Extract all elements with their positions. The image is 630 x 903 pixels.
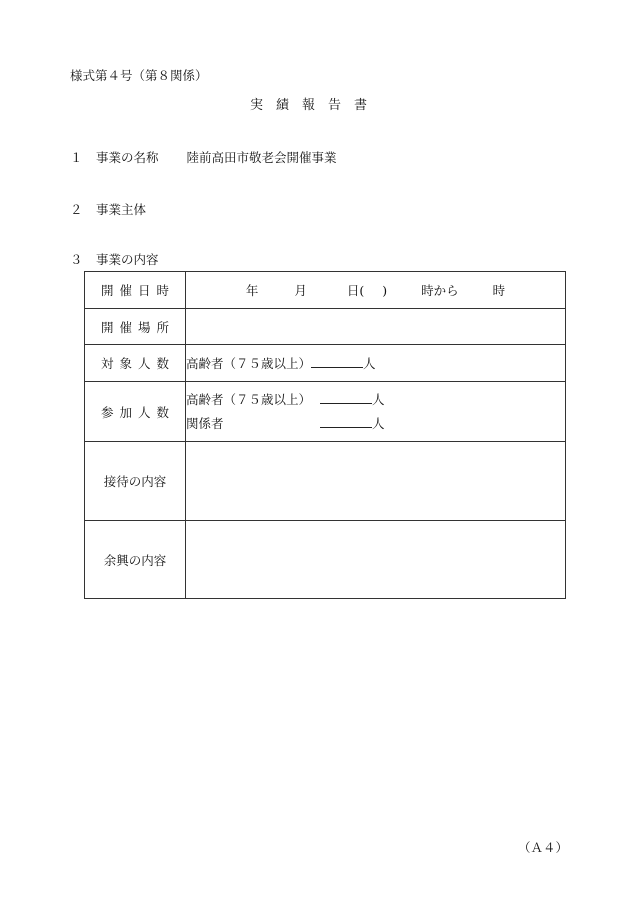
unit-label: 人 xyxy=(363,356,376,371)
row-hospitality xyxy=(85,442,566,521)
count-blank[interactable] xyxy=(320,416,372,428)
project-name-value: 陸前高田市敬老会開催事業 xyxy=(186,150,337,165)
weekday-close: ) xyxy=(382,283,388,298)
section-project-content xyxy=(70,250,159,268)
count-blank[interactable] xyxy=(320,392,372,404)
form-number: 様式第４号（第８関係） xyxy=(70,68,208,83)
row-datetime xyxy=(85,272,566,309)
section-label: 事業主体 xyxy=(96,202,147,217)
paper-size-label: （Ａ４） xyxy=(517,840,568,855)
year-label: 年 xyxy=(245,283,259,298)
row-entertainment xyxy=(85,521,566,599)
section-label: 事業の内容 xyxy=(96,252,159,267)
section-number: ２ xyxy=(70,202,83,217)
participant-group-label: 関係者 xyxy=(186,415,224,431)
participant-group-label: 高齢者（７５歳以上） xyxy=(186,391,312,407)
row-venue xyxy=(85,309,566,345)
target-group-label: 高齢者（７５歳以上） xyxy=(186,356,312,371)
day-label: 日( xyxy=(346,283,365,298)
section-project-entity xyxy=(70,200,146,218)
row-label: 開催場所 xyxy=(85,309,186,345)
section-label: 事業の名称 xyxy=(96,150,159,165)
row-label: 余興の内容 xyxy=(85,521,186,599)
target-count-field[interactable] xyxy=(186,345,566,382)
row-label: 開催日時 xyxy=(85,272,186,309)
month-label: 月 xyxy=(294,283,307,298)
document-title: 実績報告書 xyxy=(249,98,380,113)
hospitality-field[interactable] xyxy=(186,442,566,521)
datetime-field[interactable] xyxy=(186,272,566,309)
section-project-name xyxy=(70,148,337,166)
row-target-count xyxy=(85,345,566,382)
venue-field[interactable] xyxy=(186,309,566,345)
row-label: 接待の内容 xyxy=(85,442,186,521)
section-number: １ xyxy=(70,150,83,165)
report-table xyxy=(84,271,566,599)
unit-label: 人 xyxy=(372,415,385,431)
section-number: ３ xyxy=(70,252,83,267)
row-participants xyxy=(85,382,566,442)
entertainment-field[interactable] xyxy=(186,521,566,599)
from-hour-label: 時から xyxy=(421,283,459,298)
row-label: 対象人数 xyxy=(85,345,186,382)
to-hour-label: 時 xyxy=(492,283,506,298)
participants-field[interactable] xyxy=(186,382,566,442)
count-blank[interactable] xyxy=(311,356,363,368)
unit-label: 人 xyxy=(372,391,385,407)
row-label: 参加人数 xyxy=(85,382,186,442)
